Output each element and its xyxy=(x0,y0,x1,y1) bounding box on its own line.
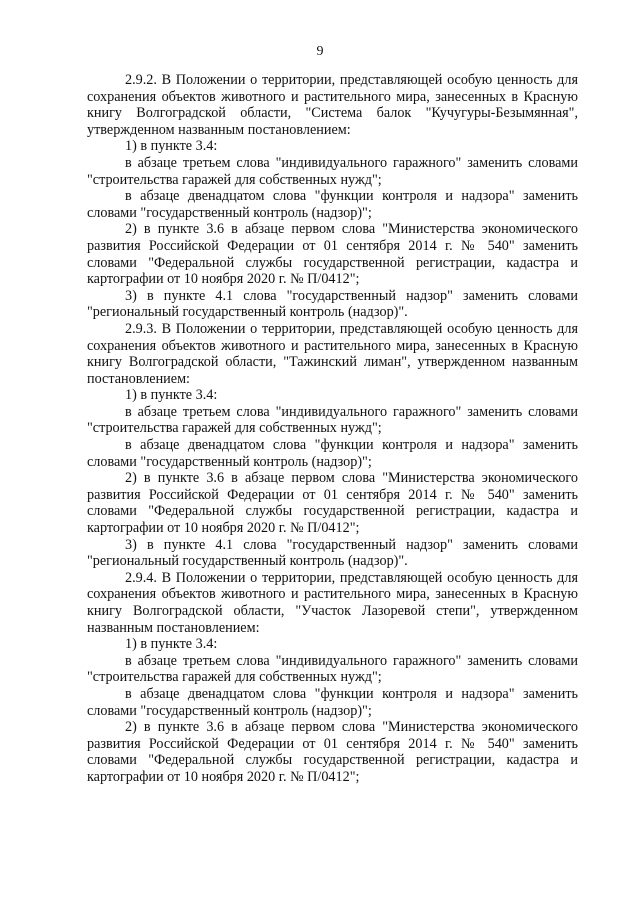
paragraph-abzac-12: в абзаце двенадцатом слова "функции контроля и надзора" заменить словами "государственный контроль (надзор)"; xyxy=(87,685,578,719)
paragraph-item-1: 1) в пункте 3.4: xyxy=(125,138,218,155)
paragraph-2-9-2-heading: 2.9.2. В Положении о территории, представляющей особую ценность для сохранения объектов животного и растительного мира, занесенных в Красную книгу Волгоградской области, "Система балок "Кучугуры-Безымянная", утвержденном названным постановлением: xyxy=(87,72,578,138)
paragraph-item-2: 2) в пункте 3.6 в абзаце первом слова "Министерства экономического развития Российской Федерации от 01 сентября 2014 г. № 540" заменить словами "Федеральной службы государственной регистрации, кадастра и картографии от 10 ноября 2020 г. № П/0412"; xyxy=(87,221,578,288)
paragraph-item-1: 1) в пункте 3.4: xyxy=(125,636,218,653)
paragraph-2-9-4-heading: 2.9.4. В Положении о территории, представляющей особую ценность для сохранения объектов животного и растительного мира, занесенных в Красную книгу Волгоградской области, "Участок Лазоревой степи", утвержденном названным постановлением: xyxy=(87,569,578,636)
paragraph-abzac-12: в абзаце двенадцатом слова "функции контроля и надзора" заменить словами "государственный контроль (надзор)"; xyxy=(87,188,578,221)
paragraph-abzac-12: в абзаце двенадцатом слова "функции контроля и надзора" заменить словами "государственный контроль (надзор)"; xyxy=(87,437,578,470)
paragraph-abzac-3: в абзаце третьем слова "индивидуального гаражного" заменить словами "строительства гаражей для собственных нужд"; xyxy=(87,154,578,188)
page-number: 9 xyxy=(316,44,324,59)
paragraph-item-2: 2) в пункте 3.6 в абзаце первом слова "Министерства экономического развития Российской Федерации от 01 сентября 2014 г. № 540" заменить словами "Федеральной службы государственной регистрации, кадастра и картографии от 10 ноября 2020 г. № П/0412"; xyxy=(87,719,578,785)
paragraph-item-2: 2) в пункте 3.6 в абзаце первом слова "Министерства экономического развития Российской Федерации от 01 сентября 2014 г. № 540" заменить словами "Федеральной службы государственной регистрации, кадастра и картографии от 10 ноября 2020 г. № П/0412"; xyxy=(87,470,578,537)
paragraph-abzac-3: в абзаце третьем слова "индивидуального гаражного" заменить словами "строительства гаражей для собственных нужд"; xyxy=(87,403,578,437)
paragraph-2-9-3-heading: 2.9.3. В Положении о территории, представляющей особую ценность для сохранения объектов животного и растительного мира, занесенных в Красную книгу Волгоградской области, "Тажинский лиман", утвержденном названным постановлением: xyxy=(87,320,578,387)
paragraph-abzac-3: в абзаце третьем слова "индивидуального гаражного" заменить словами "строительства гаражей для собственных нужд"; xyxy=(87,652,578,686)
paragraph-item-3: 3) в пункте 4.1 слова "государственный надзор" заменить словами "региональный государственный контроль (надзор)". xyxy=(87,536,578,570)
document-body xyxy=(87,72,578,786)
paragraph-item-3: 3) в пункте 4.1 слова "государственный надзор" заменить словами "региональный государственный контроль (надзор)". xyxy=(87,287,578,321)
paragraph-item-1: 1) в пункте 3.4: xyxy=(125,387,218,404)
